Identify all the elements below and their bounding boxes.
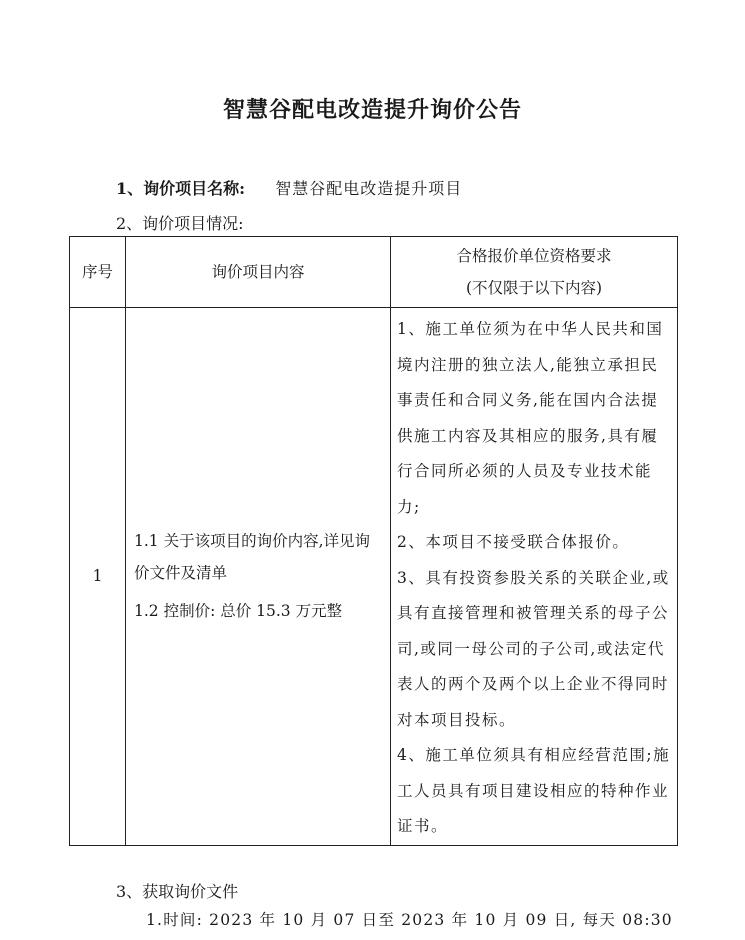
row-serial: 1 bbox=[70, 308, 126, 846]
table-header-row bbox=[70, 237, 678, 308]
section-obtain-documents: 3、获取询价文件 bbox=[116, 882, 239, 901]
inquiry-table bbox=[69, 236, 678, 846]
requirement-item: 4、施工单位须具有相应经营范围;施工人员具有项目建设相应的特种作业证书。 bbox=[397, 746, 671, 835]
requirement-item: 1、施工单位须为在中华人民共和国境内注册的独立法人,能独立承担民事责任和合同义务,能在国内合法提供施工内容及其相应的服务,具有履行合同所必须的人员及专业技术能力; bbox=[397, 320, 664, 516]
section-project-name bbox=[116, 176, 462, 199]
table-row bbox=[70, 308, 678, 846]
section-project-info: 2、询价项目情况: bbox=[116, 214, 244, 233]
requirement-item: 3、具有投资参股关系的关联企业,或具有直接管理和被管理关系的母子公司,或同一母公司的子公司,或法定代表人的两个及两个以上企业不得同时对本项目投标。 bbox=[397, 568, 670, 729]
header-qualification-note: (不仅限于以下内容) bbox=[465, 279, 603, 297]
content-item: 1.1 关于该项目的询价内容,详见询价文件及清单 bbox=[134, 532, 371, 583]
header-content: 询价项目内容 bbox=[126, 237, 391, 308]
requirement-item: 2、本项目不接受联合体报价。 bbox=[397, 533, 630, 551]
header-qualification bbox=[391, 237, 678, 308]
page-title: 智慧谷配电改造提升询价公告 bbox=[222, 97, 522, 123]
time-line: 1.时间: 2023 年 10 月 07 日至 2023 年 10 月 09 日, 每天 08:30 bbox=[146, 911, 673, 929]
row-requirements bbox=[391, 308, 678, 846]
header-serial: 序号 bbox=[70, 237, 126, 308]
row-content bbox=[126, 308, 391, 846]
header-qualification-title: 合格报价单位资格要求 bbox=[456, 247, 612, 265]
content-item: 1.2 控制价: 总价 15.3 万元整 bbox=[134, 602, 343, 621]
section-project-name-value: 智慧谷配电改造提升项目 bbox=[275, 179, 463, 198]
section-project-name-label: 1、询价项目名称: bbox=[116, 179, 246, 198]
